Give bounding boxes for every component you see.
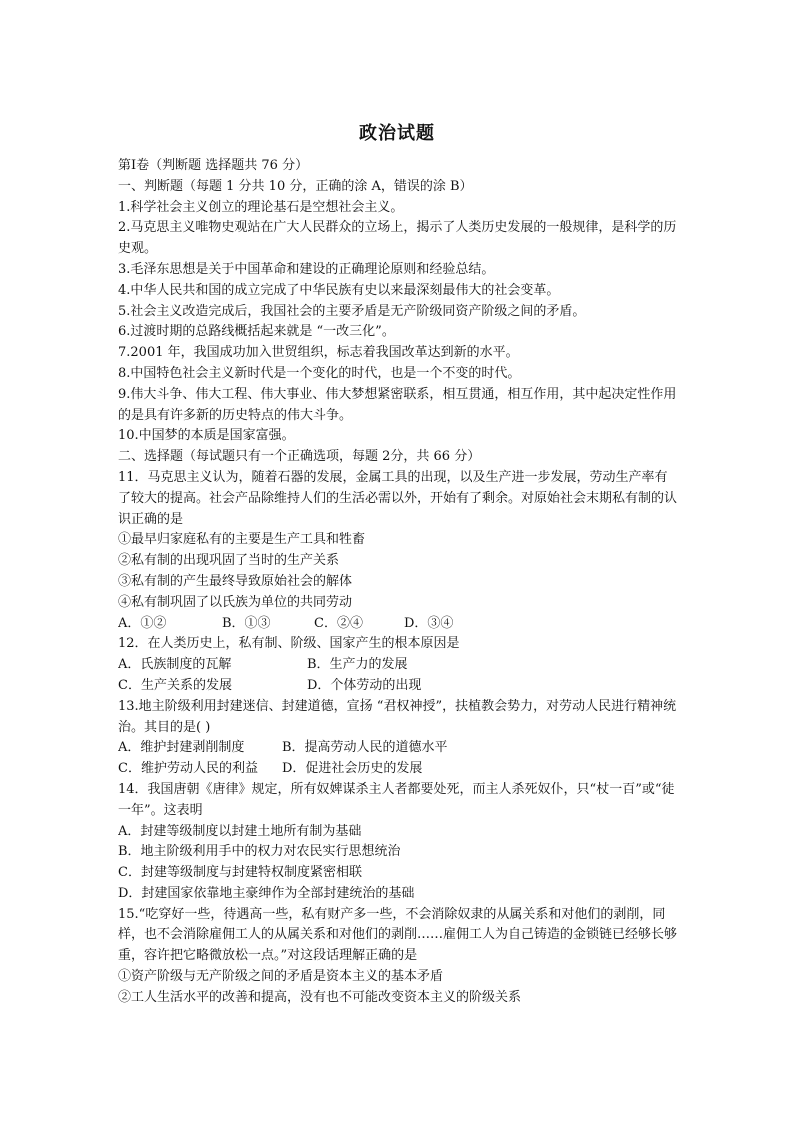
- question-11-statement-1: ①最早归家庭私有的主要是生产工具和牲畜: [118, 532, 366, 548]
- judgement-item-4: 4.中华人民共和国的成立完成了中华民族有史以来最深刻最伟大的社会变革。: [118, 282, 560, 298]
- judgement-item-3: 3.毛泽东思想是关于中国革命和建设的正确理论原则和经验总结。: [118, 261, 495, 277]
- option-b: B．①③: [222, 615, 271, 631]
- option-c: C．生产关系的发展: [118, 677, 232, 693]
- option-d: D．③④: [404, 615, 454, 631]
- question-13-stem: 13.地主阶级利用封建迷信、封建道德，宣扬 “君权神授”，扶植教会势力，对劳动人民进行精神统治。其目的是( ): [118, 698, 677, 735]
- option-a: A．氏族制度的瓦解: [118, 657, 232, 673]
- judgement-item-6: 6.过渡时期的总路线概括起来就是 “一改三化”。: [118, 324, 395, 340]
- exam-content: [118, 156, 678, 1009]
- question-13-options-row1: [118, 738, 678, 759]
- section1-header: 一、判断题（每题 1 分共 10 分，正确的涂 A，错误的涂 B）: [118, 178, 473, 194]
- question-11-statement-3: ③私有制的产生最终导致原始社会的解体: [118, 573, 353, 589]
- judgement-item-8: 8.中国特色社会主义新时代是一个变化的时代，也是一个不变的时代。: [118, 365, 521, 381]
- question-14-option-b: B．地主阶级利用手中的权力对农民实行思想统治: [118, 844, 401, 860]
- question-14-option-d: D．封建国家依靠地主豪绅作为全部封建统治的基础: [118, 885, 415, 901]
- question-13-options-row2: [118, 759, 678, 780]
- question-11-options: [118, 614, 678, 635]
- question-12-options-row2: [118, 676, 678, 697]
- option-c: C．维护劳动人民的利益: [118, 761, 258, 777]
- question-11-stem: 11．马克思主义认为，随着石器的发展，金属工具的出现，以及生产进一步发展，劳动生产率有了较大的提高。社会产品除维持人们的生活必需以外，开始有了剩余。对原始社会末期私有制的认识正确的是: [118, 469, 678, 527]
- option-d: D．促进社会历史的发展: [282, 761, 423, 777]
- question-15-stem: 15.“吃穿好一些，待遇高一些，私有财产多一些，不会消除奴隶的从属关系和对他们的剥削，同样，也不会消除雇佣工人的从属关系和对他们的剥削……雇佣工人为自己铸造的金锁链已经够长够重，容许把它略微放松一点。”对这段话理解正确的是: [118, 906, 678, 964]
- option-b: B．提高劳动人民的道德水平: [282, 740, 448, 756]
- question-12-options-row1: [118, 655, 678, 676]
- judgement-item-1: 1.科学社会主义创立的理论基石是空想社会主义。: [118, 199, 404, 215]
- question-11-statement-2: ②私有制的出现巩固了当时的生产关系: [118, 553, 340, 569]
- question-15-statement-2: ②工人生活水平的改善和提高，没有也不可能改变资本主义的阶级关系: [118, 989, 522, 1005]
- option-d: D．个体劳动的出现: [307, 677, 422, 693]
- question-14-option-c: C．封建等级制度与封建特权制度紧密相联: [118, 865, 362, 881]
- question-12-stem: 12．在人类历史上，私有制、阶级、国家产生的根本原因是: [118, 636, 460, 652]
- option-a: A．①②: [118, 615, 167, 631]
- judgement-item-7: 7.2001 年，我国成功加入世贸组织，标志着我国改革达到新的水平。: [118, 345, 519, 361]
- judgement-item-2: 2.马克思主义唯物史观站在广大人民群众的立场上，揭示了人类历史发展的一般规律，是科学的历史观。: [118, 220, 677, 257]
- question-15-statement-1: ①资产阶级与无产阶级之间的矛盾是资本主义的基本矛盾: [118, 969, 444, 985]
- volume-header: 第Ⅰ卷（判断题 选择题共 76 分）: [118, 158, 309, 173]
- page-title: 政治试题: [359, 123, 435, 144]
- option-c: C．②④: [314, 615, 363, 631]
- question-14-stem: 14．我国唐朝《唐律》规定，所有奴婢谋杀主人者都要处死，而主人杀死奴仆，只“杖一百”或“徒一年”。这表明: [118, 781, 675, 818]
- judgement-item-10: 10.中国梦的本质是国家富强。: [118, 428, 295, 444]
- judgement-item-9: 9.伟大斗争、伟大工程、伟大事业、伟大梦想紧密联系，相互贯通，相互作用，其中起决定性作用的是具有许多新的历史特点的伟大斗争。: [118, 386, 677, 423]
- judgement-item-5: 5.社会主义改造完成后，我国社会的主要矛盾是无产阶级同资产阶级之间的矛盾。: [118, 303, 586, 319]
- question-11-statement-4: ④私有制巩固了以氏族为单位的共同劳动: [118, 594, 353, 610]
- question-14-option-a: A．封建等级制度以封建土地所有制为基础: [118, 823, 362, 839]
- section2-header: 二、选择题（每试题只有一个正确选项，每题 2分，共 66 分）: [118, 449, 481, 465]
- option-b: B．生产力的发展: [307, 657, 408, 673]
- option-a: A．维护封建剥削制度: [118, 740, 245, 756]
